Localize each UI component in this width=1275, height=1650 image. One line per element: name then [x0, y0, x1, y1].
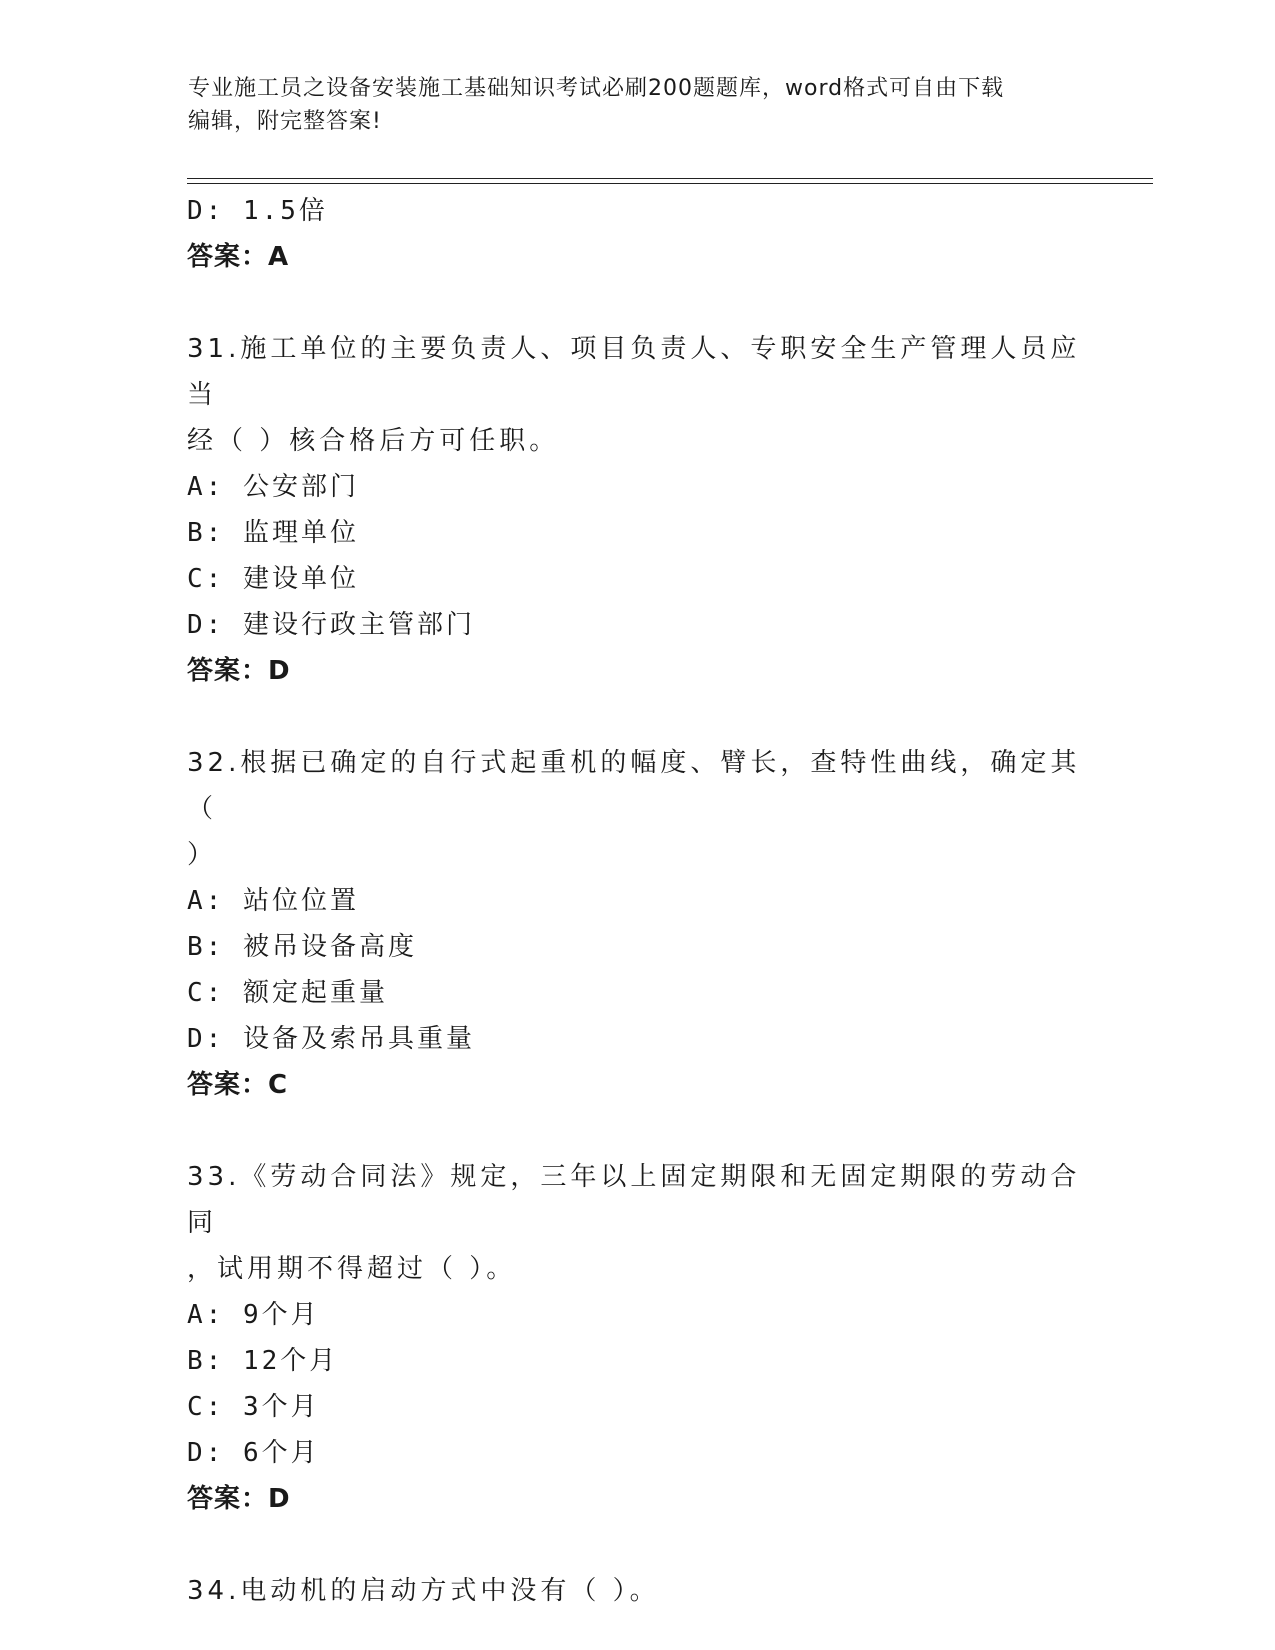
option-c: C: 额定起重量	[187, 978, 388, 1008]
answer: 答案：D	[187, 1484, 291, 1514]
spacer	[187, 694, 1087, 740]
question-text-line1: 31.施工单位的主要负责人、项目负责人、专职安全生产管理人员应当	[187, 334, 1081, 410]
header-title-line1: 专业施工员之设备安装施工基础知识考试必刷200题题库，word格式可自由下载	[188, 76, 1005, 101]
prev-option-d: D: 1.5倍	[187, 196, 328, 226]
question-33	[187, 1154, 1087, 1522]
option-c: C: 3个月	[187, 1392, 320, 1422]
question-text-line1: 32.根据已确定的自行式起重机的幅度、臂长，查特性曲线，确定其（	[187, 748, 1081, 824]
question-text-line2: ，试用期不得超过（ ）。	[187, 1254, 517, 1284]
question-text-line2: ）	[187, 840, 218, 870]
question-32	[187, 740, 1087, 1108]
option-c: C: 建设单位	[187, 564, 359, 594]
answer: 答案：D	[187, 656, 291, 686]
header-title-line2: 编辑，附完整答案!	[188, 109, 382, 134]
option-d: D: 6个月	[187, 1438, 320, 1468]
prev-answer: 答案：A	[187, 242, 290, 272]
option-d: D: 设备及索吊具重量	[187, 1024, 475, 1054]
option-a: A: 公安部门	[187, 472, 359, 502]
option-a: A: 9个月	[187, 1300, 320, 1330]
question-text-line1: 33.《劳动合同法》规定，三年以上固定期限和无固定期限的劳动合同	[187, 1162, 1081, 1238]
header-rule-bottom	[187, 183, 1153, 184]
option-b: B: 被吊设备高度	[187, 932, 417, 962]
document-header	[188, 72, 1068, 138]
spacer	[187, 1522, 1087, 1568]
option-b: B: 12个月	[187, 1346, 339, 1376]
spacer	[187, 280, 1087, 326]
option-b: B: 监理单位	[187, 518, 359, 548]
question-list	[187, 188, 1087, 1614]
question-34	[187, 1568, 1087, 1614]
question-31	[187, 326, 1087, 694]
spacer	[187, 1108, 1087, 1154]
header-rule-top	[187, 178, 1153, 179]
answer: 答案：C	[187, 1070, 289, 1100]
question-text-line2: 经（ ）核合格后方可任职。	[187, 426, 560, 456]
option-a: A: 站位位置	[187, 886, 359, 916]
option-d: D: 建设行政主管部门	[187, 610, 475, 640]
question-text-line1: 34.电动机的启动方式中没有（ ）。	[187, 1576, 660, 1606]
